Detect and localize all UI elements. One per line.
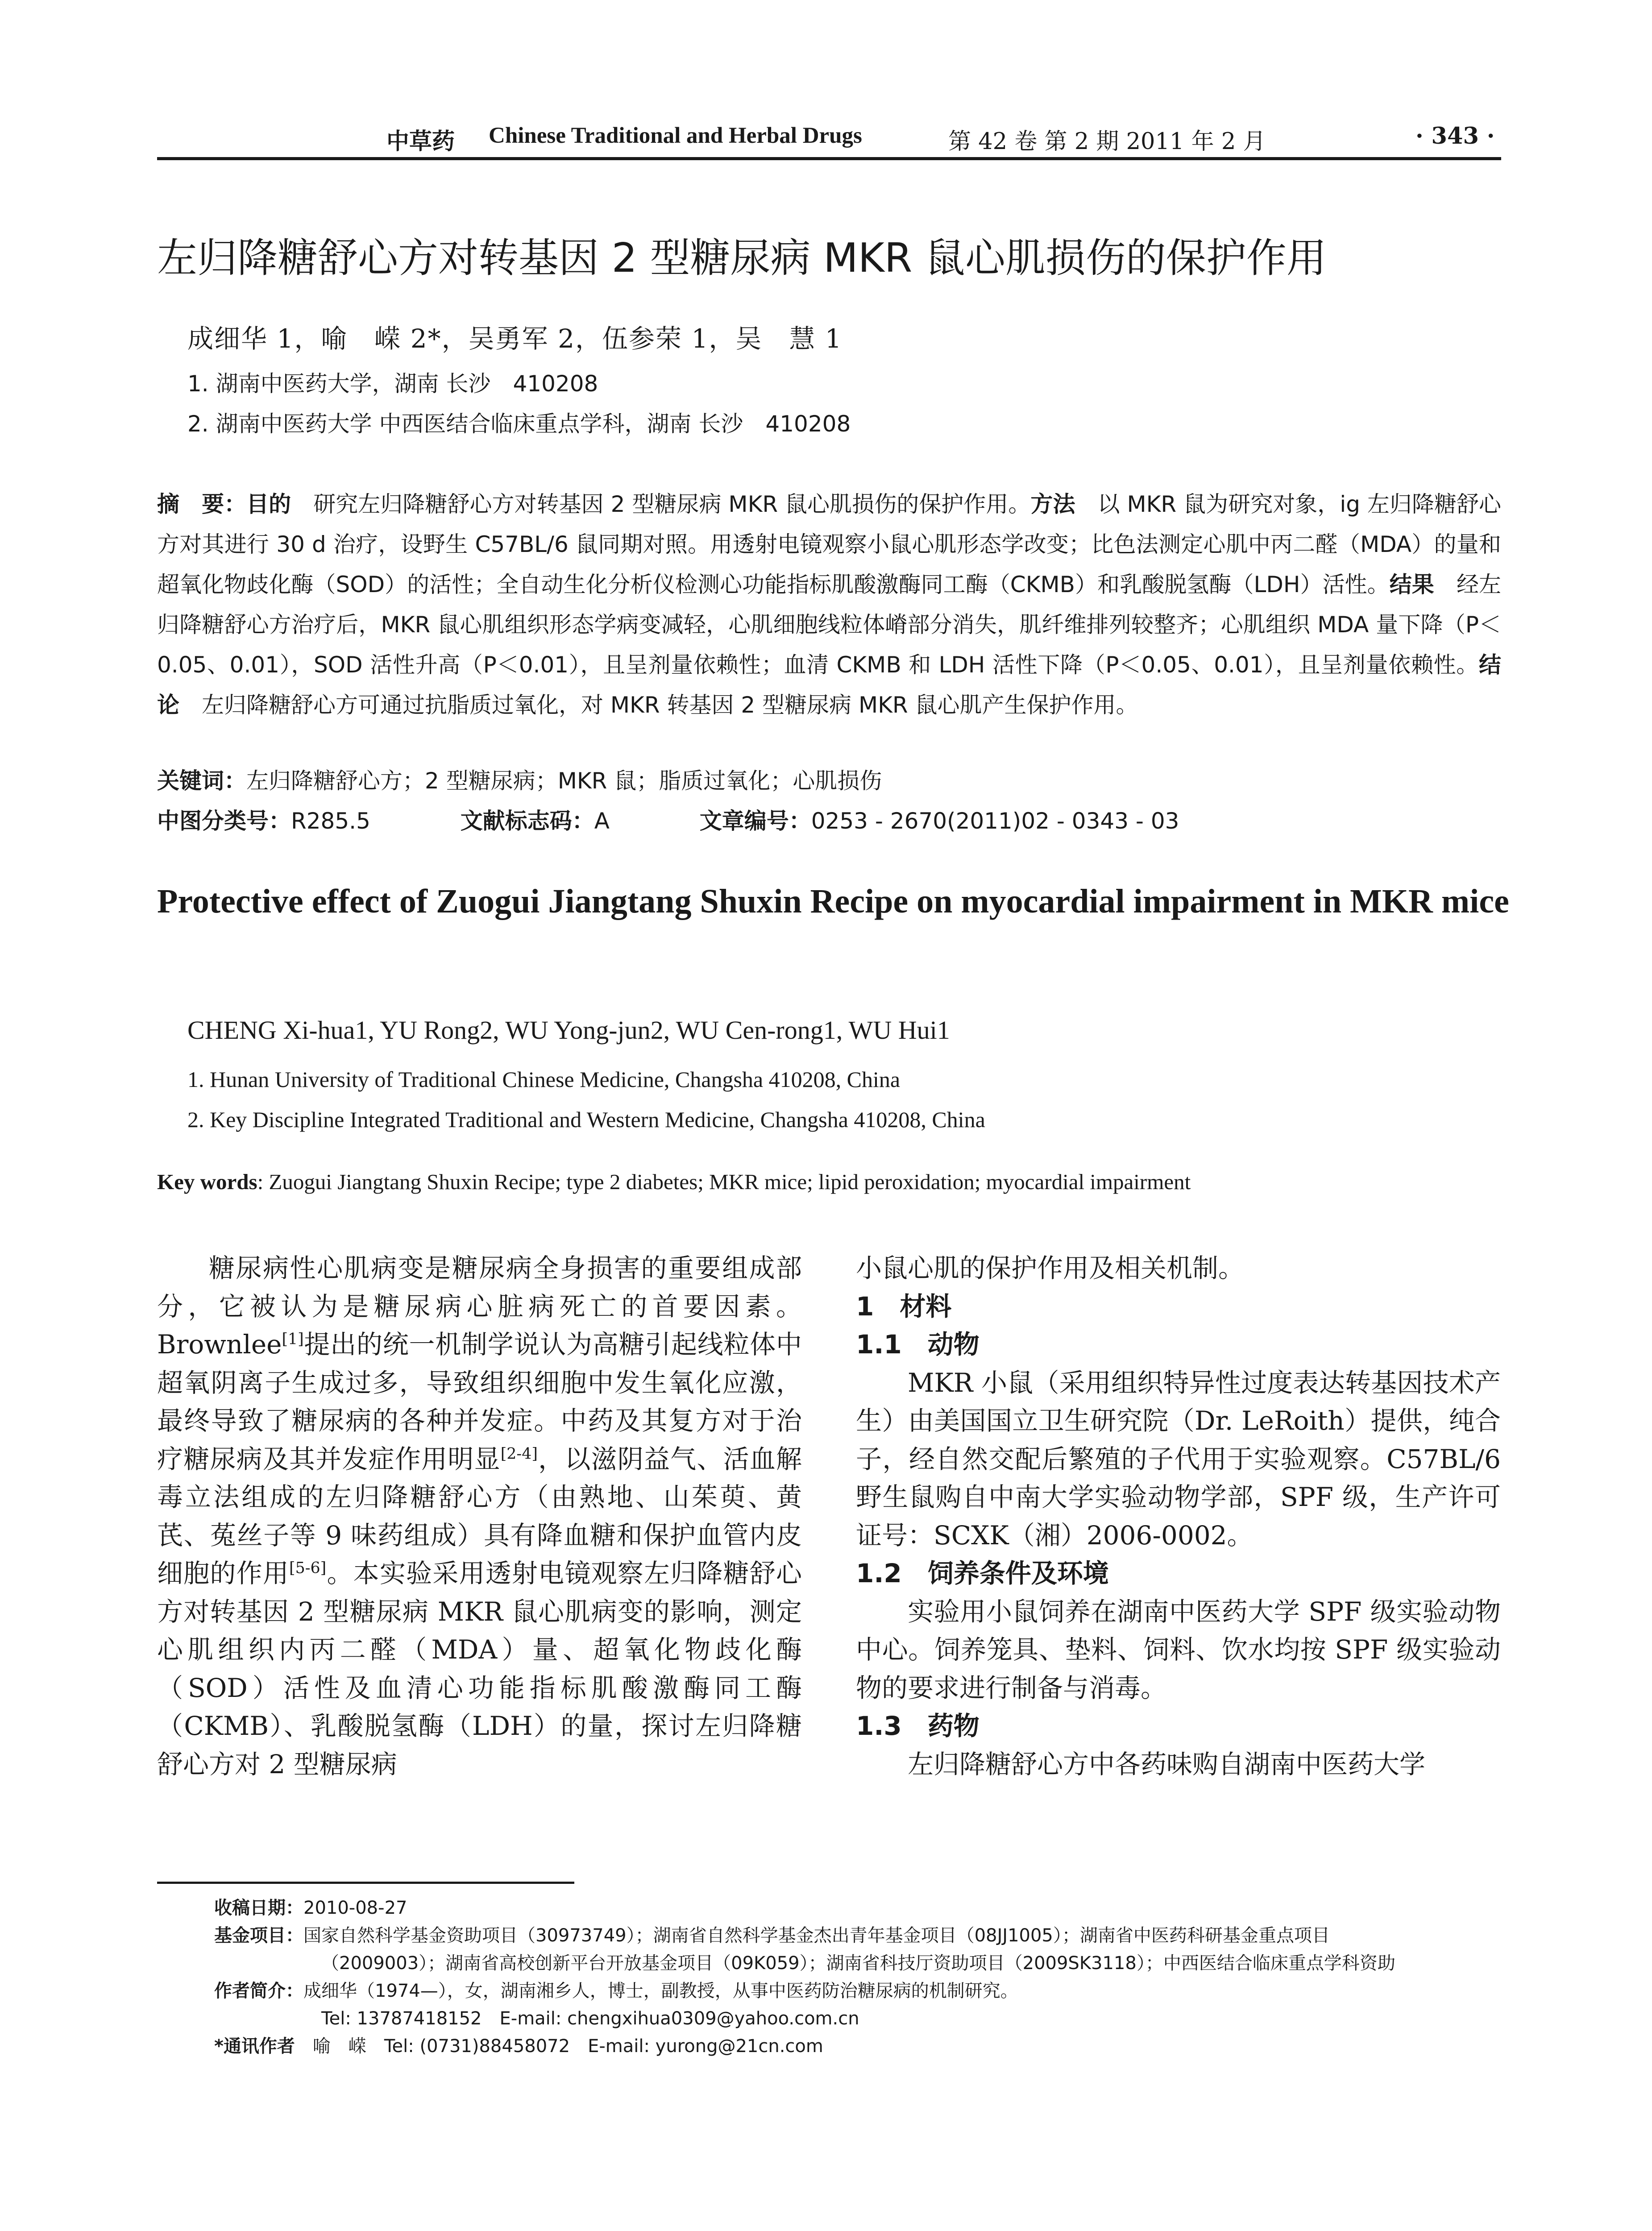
footnote-rule [157,1882,574,1884]
authors-en: CHENG Xi-hua1, YU Rong2, WU Yong-jun2, WU Cen-rong1, WU Hui1 [187,1016,950,1045]
footnote-fund [214,1922,1330,1949]
footnote-fund-cont: （2009003）；湖南省高校创新平台开放基金项目（09K059）；湖南省科技厅资助项目（2009SK3118）；中西医结合临床重点学科资助 [321,1953,1395,1974]
received-date: 2010-08-27 [303,1898,407,1918]
intro-text-d: 。本实验采用透射电镜观察左归降糖舒心方对转基因 2 型糖尿病 MKR 鼠心肌病变的影响，测定心肌组织内丙二醛（MDA）量、超氧化物歧化酶（SOD）活性及血清心功能指标肌酸激酶同工酶（CKMB）、乳酸脱氢酶（LDH）的量，探讨左归降糖舒心方对 2 型糖尿病 [157,1558,802,1779]
keywords-en-text: : Zuogui Jiangtang Shuxin Recipe; type 2 diabetes; MKR mice; lipid peroxidation; myocardial impairment [257,1169,1191,1194]
affiliation-cn-1: 1. 湖南中医药大学，湖南 长沙 410208 [187,371,598,397]
title-en: Protective effect of Zuogui Jiangtang Shuxin Recipe on myocardial impairment in MKR mice [157,883,1509,920]
article-no-label: 文章编号： [699,808,811,834]
footnote-bio [214,1977,1018,2005]
conclusion-label: 结论 [157,652,1501,718]
affiliation-cn-2: 2. 湖南中医药大学 中西医结合临床重点学科，湖南 长沙 410208 [187,411,851,437]
authors-cn: 成细华 1，喻 嵘 2*，吴勇军 2，伍参荣 1，吴 慧 1 [187,323,843,354]
citation-3: [5-6] [289,1559,327,1577]
subsection-heading-animals: 1.1 动物 [856,1329,980,1360]
objective-label: 目的 [246,491,291,517]
corresponding-label: *通讯作者 [214,2036,295,2057]
bio-text: 成细华（1974—），女，湖南湘乡人，博士，副教授，从事中医药防治糖尿病的机制研究。 [303,1981,1018,2001]
intro-text-c: ，以滋阴益气、活血解毒立法组成的左归降糖舒心方（由熟地、山茱萸、黄芪、菟丝子等 9 味药组成）具有降血糖和保护血管内皮细胞的作用 [157,1443,802,1588]
subsection-heading-drugs: 1.3 药物 [856,1711,980,1741]
citation-1: [1] [282,1330,304,1348]
footnote-corresponding [214,2032,823,2060]
results-label: 结果 [1389,572,1434,597]
keywords-en [157,1169,1191,1194]
intro-text-a: 糖尿病性心肌病变是糖尿病全身损害的重要组成部分，它被认为是糖尿病心脏病死亡的首要因素。Brownlee [157,1253,802,1360]
citation-2: [2-4] [500,1445,538,1463]
clc-value: R285.5 [291,808,370,834]
doc-code-value: A [594,808,610,834]
journal-name-en: Chinese Traditional and Herbal Drugs [489,123,862,148]
intro-text-b: 提出的统一机制学说认为高糖引起线粒体中超氧阴离子生成过多，导致组织细胞中发生氧化应激，最终导致了糖尿病的各种并发症。中药及其复方对于治疗糖尿病及其并发症作用明显 [157,1329,802,1474]
fund-text-1: 国家自然科学基金资助项目（30973749）；湖南省自然科学基金杰出青年基金项目（08JJ1005）；湖南省中医药科研基金重点项目 [303,1925,1330,1946]
body-right-column [856,1249,1501,1783]
subsection-heading-housing: 1.2 饲养条件及环境 [856,1558,1109,1588]
journal-name-cn: 中草药 [386,128,455,155]
keywords-cn [157,763,882,795]
classification-line [157,803,1179,835]
doc-code-label: 文献标志码： [460,808,594,834]
methods-text: 以 MKR 鼠为研究对象，ig 左归降糖舒心方对其进行 30 d 治疗，设野生 C57BL/6 鼠同期对照。用透射电镜观察小鼠心肌形态学改变；比色法测定心肌中丙二醛（MDA）的量和超氧化物歧化酶（SOD）的活性；全自动生化分析仪检测心功能指标肌酸激酶同工酶（CKMB）和乳酸脱氢酶（LDH）活性。 [157,491,1502,597]
abstract-label: 摘 要： [157,491,247,517]
intro-paragraph [157,1249,802,1783]
drugs-paragraph: 左归降糖舒心方中各药味购自湖南中医药大学 [908,1749,1426,1779]
title-cn: 左归降糖舒心方对转基因 2 型糖尿病 MKR 鼠心肌损伤的保护作用 [157,235,1327,282]
keywords-cn-text: 左归降糖舒心方；2 型糖尿病；MKR 鼠；脂质过氧化；心肌损伤 [246,768,882,794]
bio-label: 作者简介： [214,1981,303,2001]
section-heading-materials: 1 材料 [856,1291,952,1322]
footnote-bio-contact: Tel: 13787418152 E-mail: chengxihua0309@yahoo.com.cn [321,2008,859,2029]
objective-text: 研究左归降糖舒心方对转基因 2 型糖尿病 MKR 鼠心肌损伤的保护作用。 [313,491,1031,517]
article-no-value: 0253 - 2670(2011)02 - 0343 - 03 [811,808,1179,834]
body-left-column [157,1249,802,1783]
keywords-cn-label: 关键词： [157,768,246,794]
volume-issue: 第 42 卷 第 2 期 2011 年 2 月 [948,129,1266,155]
affiliation-en-1: 1. Hunan University of Traditional Chinese Medicine, Changsha 410208, China [187,1067,901,1092]
results-text: 经左归降糖舒心方治疗后，MKR 鼠心肌组织形态学病变减轻，心肌细胞线粒体嵴部分消失，肌纤维排列较整齐；心肌组织 MDA 量下降（P＜0.05、0.01），SOD 活性升高（P＜0.01），且呈剂量依赖性；血清 CKMB 和 LDH 活性下降（P＜0.05、0.01），且呈剂量依赖性。 [157,572,1501,678]
affiliation-en-2: 2. Key Discipline Integrated Traditional and Western Medicine, Changsha 410208, China [187,1107,985,1132]
clc-label: 中图分类号： [157,808,291,834]
page-number: · 343 · [1415,123,1495,149]
footnote-received [214,1894,407,1922]
housing-paragraph: 实验用小鼠饲养在湖南中医药大学 SPF 级实验动物中心。饲养笼具、垫料、饲料、饮水均按 SPF 级实验动物的要求进行制备与消毒。 [856,1596,1501,1703]
received-label: 收稿日期： [214,1898,303,1918]
keywords-en-label: Key words [157,1169,257,1194]
corresponding-text: 喻 嵘 Tel: (0731)88458072 E-mail: yurong@21cn.com [312,2036,823,2057]
fund-label: 基金项目： [214,1925,303,1946]
animals-paragraph: MKR 小鼠（采用组织特异性过度表达转基因技术产生）由美国国立卫生研究院（Dr. LeRoith）提供，纯合子，经自然交配后繁殖的子代用于实验观察。C57BL/6 野生鼠购自中南大学实验动物学部，SPF 级，生产许可证号：SCXK（湘）2006-0002。 [856,1367,1501,1551]
methods-label: 方法 [1030,491,1075,517]
header-rule [157,157,1501,160]
conclusion-text: 左归降糖舒心方可通过抗脂质过氧化，对 MKR 转基因 2 型糖尿病 MKR 鼠心肌产生保护作用。 [202,692,1138,718]
abstract-cn [157,484,1501,725]
intro-continuation: 小鼠心肌的保护作用及相关机制。 [856,1253,1245,1283]
